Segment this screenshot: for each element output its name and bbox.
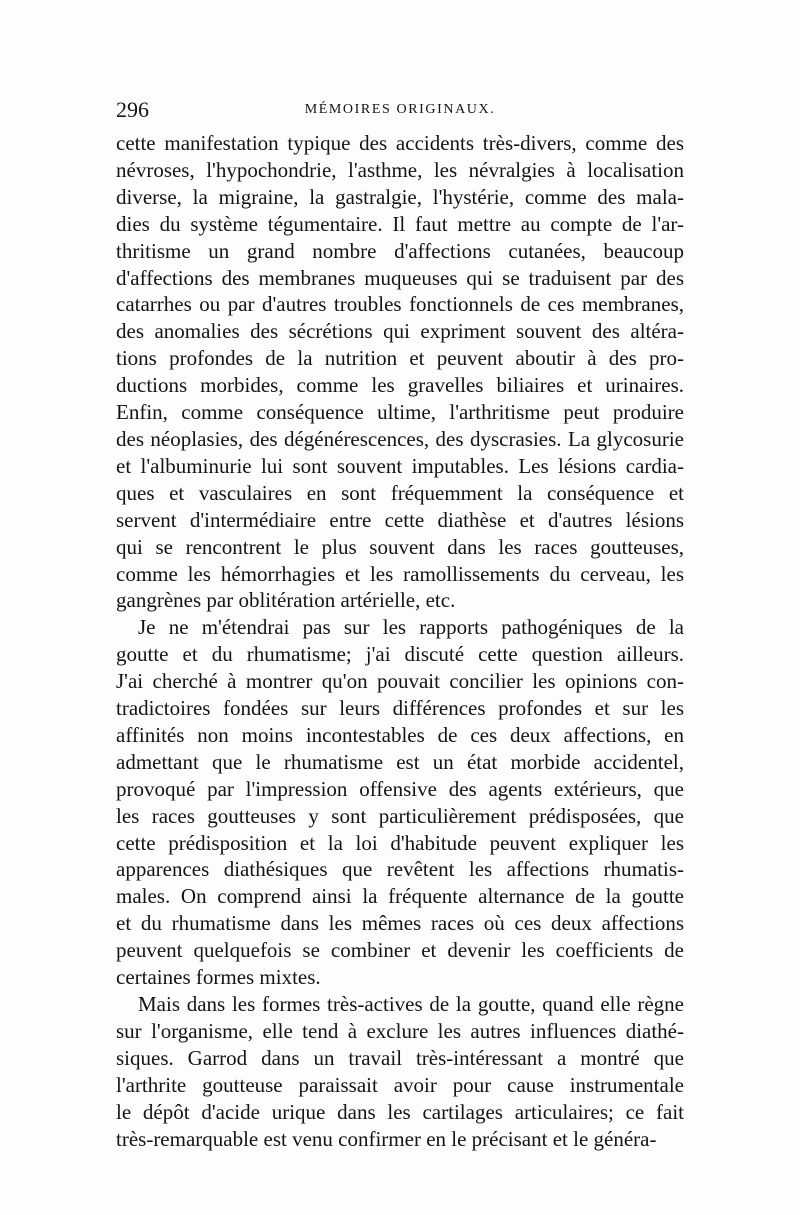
paragraph-1 xyxy=(116,130,684,614)
paragraph-2 xyxy=(116,614,684,991)
body-text xyxy=(116,130,684,1152)
text-line: servent d'intermédiaire entre cette diathèse et d'autres lésions xyxy=(116,507,684,532)
text-line: Mais dans les formes très-actives de la goutte, quand elle règne xyxy=(138,992,684,1016)
text-line: et du rhumatisme dans les mêmes races où ces deux affections xyxy=(116,911,684,936)
text-line: le dépôt d'acide urique dans les cartilages articulaires; ce fait xyxy=(116,1099,684,1124)
text-line: affinités non moins incontestables de ces deux affections, en xyxy=(116,722,684,747)
text-line: ductions morbides, comme les gravelles biliaires et urinaires. xyxy=(116,373,684,398)
text-line: des anomalies des sécrétions qui expriment souvent des altéra- xyxy=(116,319,684,344)
text-line: dies du système tégumentaire. Il faut mettre au compte de l'ar- xyxy=(116,211,684,236)
text-line: diverse, la migraine, la gastralgie, l'hystérie, comme des mala- xyxy=(116,184,684,209)
text-line: cette manifestation typique des accidents très-divers, comme des xyxy=(116,131,684,155)
text-line: ques et vasculaires en sont fréquemment la conséquence et xyxy=(116,480,684,505)
text-line: certaines formes mixtes. xyxy=(116,965,321,990)
text-line: Enfin, comme conséquence ultime, l'arthritisme peut produire xyxy=(116,400,684,425)
text-line: peuvent quelquefois se combiner et devenir les coefficients de xyxy=(116,938,684,963)
text-line: d'affections des membranes muqueuses qui se traduisent par des xyxy=(116,265,684,290)
text-line: goutte et du rhumatisme; j'ai discuté cette question ailleurs. xyxy=(116,642,684,667)
running-title: MÉMOIRES ORIGINAUX. xyxy=(304,102,496,117)
text-line: tions profondes de la nutrition et peuvent aboutir à des pro- xyxy=(116,346,684,371)
paragraph-3 xyxy=(116,991,684,1152)
text-line: l'arthrite goutteuse paraissait avoir pour cause instrumentale xyxy=(116,1072,684,1097)
text-line: siques. Garrod dans un travail très-intéressant a montré que xyxy=(116,1045,684,1070)
text-line: apparences diathésiques que revêtent les affections rhumatis- xyxy=(116,857,684,882)
text-line: des néoplasies, des dégénérescences, des dyscrasies. La glycosurie xyxy=(116,426,684,451)
text-line: comme les hémorrhagies et les ramollissements du cerveau, les xyxy=(116,561,684,586)
text-line: tradictoires fondées sur leurs différences profondes et sur les xyxy=(116,696,684,721)
text-line: admettant que le rhumatisme est un état morbide accidentel, xyxy=(116,749,684,774)
text-line: thritisme un grand nombre d'affections cutanées, beaucoup xyxy=(116,238,684,263)
text-line: très-remarquable est venu confirmer en le précisant et le généra- xyxy=(116,1126,657,1151)
page-number: 296 xyxy=(116,97,149,122)
running-head xyxy=(116,96,684,126)
text-line: Je ne m'étendrai pas sur les rapports pathogéniques de la xyxy=(138,615,684,640)
text-line: névroses, l'hypochondrie, l'asthme, les névralgies à localisation xyxy=(116,157,684,182)
text-line: J'ai cherché à montrer qu'on pouvait concilier les opinions con- xyxy=(116,669,684,694)
text-line: gangrènes par oblitération artérielle, etc. xyxy=(116,588,456,613)
text-line: sur l'organisme, elle tend à exclure les autres influences diathé- xyxy=(116,1018,684,1043)
text-line: cette prédisposition et la loi d'habitude peuvent expliquer les xyxy=(116,830,684,855)
text-line: les races goutteuses y sont particulièrement prédisposées, que xyxy=(116,803,684,828)
text-line: qui se rencontrent le plus souvent dans les races goutteuses, xyxy=(116,534,684,559)
text-line: males. On comprend ainsi la fréquente alternance de la goutte xyxy=(116,884,684,909)
text-line: catarrhes ou par d'autres troubles fonctionnels de ces membranes, xyxy=(116,292,684,317)
text-line: et l'albuminurie lui sont souvent imputables. Les lésions cardia- xyxy=(116,453,684,478)
text-line: provoqué par l'impression offensive des agents extérieurs, que xyxy=(116,776,684,801)
